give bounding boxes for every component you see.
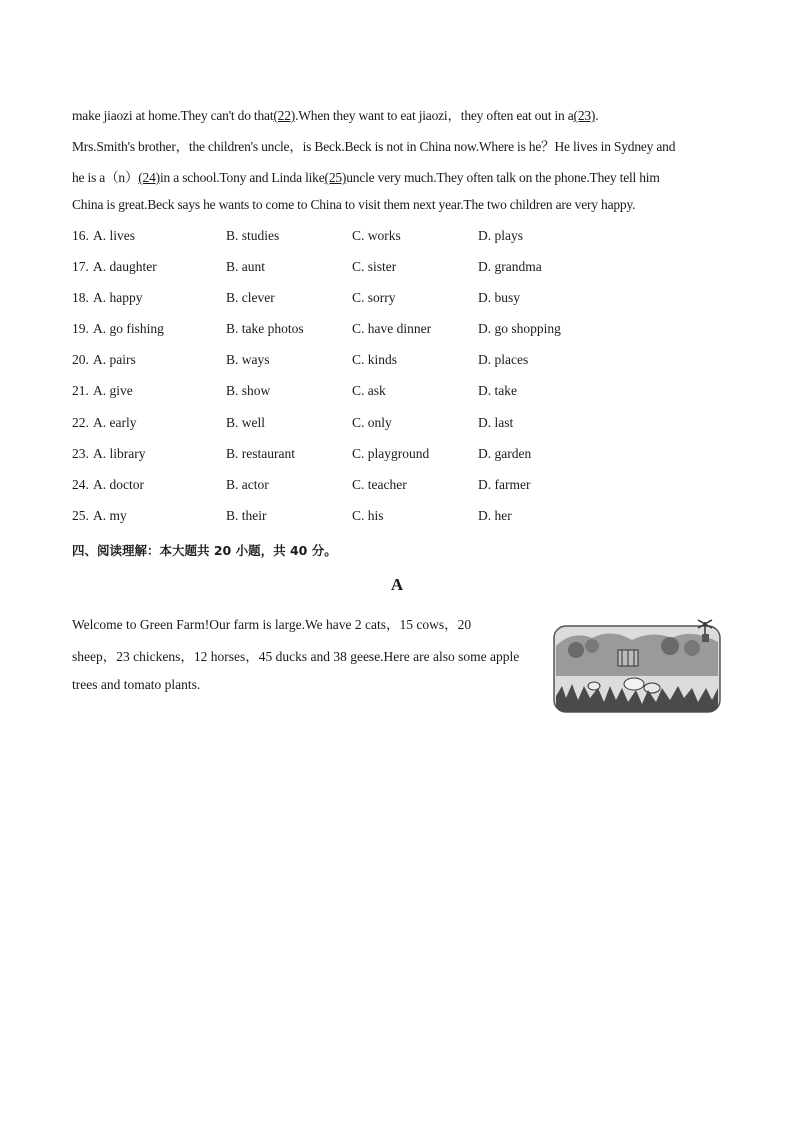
question-number: 21. bbox=[72, 383, 89, 398]
option-d: D. grandma bbox=[478, 259, 542, 274]
question-number: 24. bbox=[72, 477, 89, 492]
option-d: D. go shopping bbox=[478, 321, 561, 336]
question-number: 23. bbox=[72, 446, 89, 461]
option-c: C. sister bbox=[352, 259, 397, 274]
option-c: C. his bbox=[352, 508, 384, 523]
option-b: B. ways bbox=[226, 352, 270, 367]
option-a: A. daughter bbox=[93, 259, 157, 274]
passage-line-2: Mrs.Smith's brother，the children's uncle，is Beck.Beck is not in China now.Where is he？He lives in Sydney and bbox=[72, 139, 676, 154]
passage-text: make jiaozi at home.They can't do that bbox=[72, 108, 274, 123]
option-d: D. take bbox=[478, 383, 517, 398]
option-c: C. have dinner bbox=[352, 321, 432, 336]
passage-text: uncle very much.They often talk on the phone.They tell him bbox=[346, 170, 660, 185]
option-a: A. lives bbox=[93, 228, 135, 243]
option-d: D. plays bbox=[478, 228, 523, 243]
farm-passage-line-2: sheep，23 chickens，12 horses，45 ducks and 38 geese.Here are also some apple bbox=[72, 649, 520, 664]
question-number: 22. bbox=[72, 415, 89, 430]
option-b: B. well bbox=[226, 415, 265, 430]
question-row bbox=[72, 508, 722, 526]
question-number: 16. bbox=[72, 228, 89, 243]
question-number: 20. bbox=[72, 352, 89, 367]
passage-line-4: China is great.Beck says he wants to come to China to visit them next year.The two children are very happy. bbox=[72, 197, 636, 212]
blank-25: (25) bbox=[324, 170, 347, 185]
passage-letter: A bbox=[390, 575, 404, 594]
question-row bbox=[72, 477, 722, 495]
option-c: C. only bbox=[352, 415, 392, 430]
option-b: B. take photos bbox=[226, 321, 304, 336]
option-c: C. sorry bbox=[352, 290, 396, 305]
option-d: D. last bbox=[478, 415, 514, 430]
question-row bbox=[72, 352, 722, 370]
option-b: B. their bbox=[226, 508, 267, 523]
option-c: C. kinds bbox=[352, 352, 398, 367]
question-row bbox=[72, 259, 722, 277]
question-row bbox=[72, 415, 722, 433]
option-c: C. works bbox=[352, 228, 401, 243]
option-a: A. doctor bbox=[93, 477, 144, 492]
question-number: 25. bbox=[72, 508, 89, 523]
section-heading: 四、阅读理解：本大题共 20 小题，共 40 分。 bbox=[72, 543, 337, 558]
farm-illustration bbox=[552, 616, 722, 714]
option-b: B. studies bbox=[226, 228, 280, 243]
farm-passage-line-3: trees and tomato plants. bbox=[72, 677, 201, 692]
farm-passage-line-1: Welcome to Green Farm!Our farm is large.We have 2 cats，15 cows，20 bbox=[72, 617, 472, 632]
blank-22: (22) bbox=[273, 108, 296, 123]
option-a: A. happy bbox=[93, 290, 143, 305]
option-b: B. show bbox=[226, 383, 271, 398]
question-row bbox=[72, 290, 722, 308]
option-a: A. my bbox=[93, 508, 127, 523]
option-c: C. teacher bbox=[352, 477, 407, 492]
passage-text: . bbox=[595, 108, 599, 123]
option-d: D. her bbox=[478, 508, 512, 523]
option-d: D. places bbox=[478, 352, 529, 367]
question-row bbox=[72, 228, 722, 246]
option-a: A. early bbox=[93, 415, 137, 430]
question-row bbox=[72, 446, 722, 464]
passage-line-1 bbox=[72, 104, 598, 124]
passage-line-3 bbox=[72, 166, 660, 186]
option-b: B. clever bbox=[226, 290, 275, 305]
option-d: D. farmer bbox=[478, 477, 531, 492]
option-b: B. actor bbox=[226, 477, 269, 492]
option-a: A. pairs bbox=[93, 352, 136, 367]
option-a: A. give bbox=[93, 383, 133, 398]
option-a: A. library bbox=[93, 446, 146, 461]
option-b: B. aunt bbox=[226, 259, 265, 274]
passage-text: he is a（n） bbox=[72, 170, 139, 185]
passage-text: .When they want to eat jiaozi，they often eat out in a bbox=[295, 108, 574, 123]
passage-text: in a school.Tony and Linda like bbox=[159, 170, 325, 185]
question-number: 18. bbox=[72, 290, 89, 305]
blank-24: (24) bbox=[138, 170, 160, 185]
option-c: C. playground bbox=[352, 446, 430, 461]
option-c: C. ask bbox=[352, 383, 386, 398]
option-d: D. busy bbox=[478, 290, 521, 305]
option-b: B. restaurant bbox=[226, 446, 295, 461]
blank-23: (23) bbox=[573, 108, 596, 123]
question-row bbox=[72, 383, 722, 401]
option-a: A. go fishing bbox=[93, 321, 164, 336]
question-number: 17. bbox=[72, 259, 89, 274]
option-d: D. garden bbox=[478, 446, 532, 461]
question-number: 19. bbox=[72, 321, 89, 336]
question-row bbox=[72, 321, 722, 339]
